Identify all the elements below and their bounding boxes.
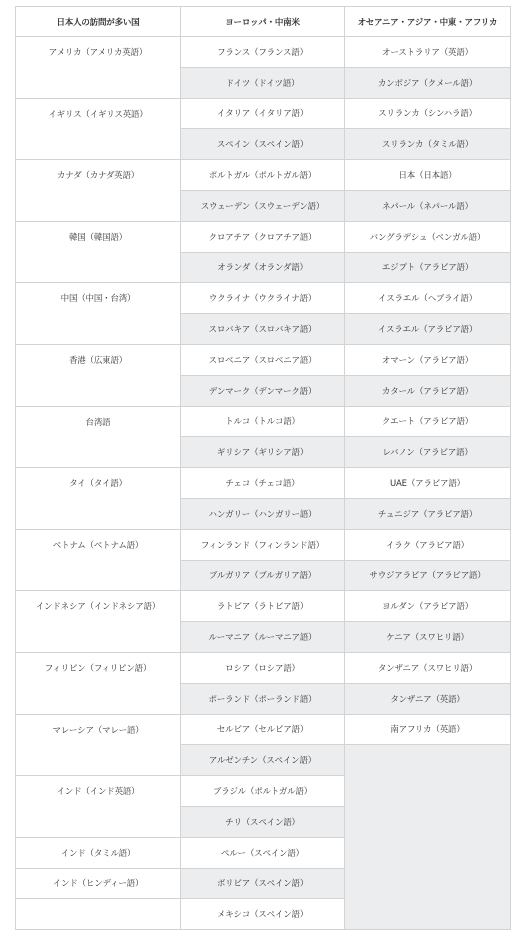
table-row xyxy=(16,98,511,129)
oceania-country-cell: チュニジア（アラビア語） xyxy=(345,498,511,529)
popular-country-cell: マレーシア（マレー語） xyxy=(16,714,181,776)
popular-country-cell: 香港（広東語） xyxy=(16,344,181,406)
table-row xyxy=(16,344,511,375)
table-row xyxy=(16,221,511,252)
oceania-country-cell: タンザニア（スワヒリ語） xyxy=(345,652,511,683)
popular-country-cell: タイ（タイ語） xyxy=(16,468,181,530)
oceania-country-cell: ネパール（ネパール語） xyxy=(345,190,511,221)
europe-country-cell: フランス（フランス語） xyxy=(181,37,345,68)
popular-country-cell: ベトナム（ベトナム語） xyxy=(16,529,181,591)
table-row xyxy=(16,160,511,191)
popular-country-cell: インド（タミル語） xyxy=(16,837,181,868)
europe-country-cell: ウクライナ（ウクライナ語） xyxy=(181,283,345,314)
europe-country-cell: ボリビア（スペイン語） xyxy=(181,868,345,899)
europe-country-cell: ロシア（ロシア語） xyxy=(181,652,345,683)
header-popular: 日本人の訪問が多い国 xyxy=(16,7,181,37)
oceania-country-cell: タンザニア（英語） xyxy=(345,683,511,714)
europe-country-cell: ドイツ（ドイツ語） xyxy=(181,67,345,98)
table-row xyxy=(16,652,511,683)
oceania-country-cell: カンボジア（クメール語） xyxy=(345,67,511,98)
europe-country-cell: イタリア（イタリア語） xyxy=(181,98,345,129)
popular-country-cell xyxy=(16,899,181,930)
europe-country-cell: フィンランド（フィンランド語） xyxy=(181,529,345,560)
europe-country-cell: ブルガリア（ブルガリア語） xyxy=(181,560,345,591)
oceania-country-cell: クエート（アラビア語） xyxy=(345,406,511,437)
europe-country-cell: メキシコ（スペイン語） xyxy=(181,899,345,930)
language-table xyxy=(15,6,511,930)
europe-country-cell: ラトビア（ラトビア語） xyxy=(181,591,345,622)
europe-country-cell: デンマーク（デンマーク語） xyxy=(181,375,345,406)
header-oceania: オセアニア・アジア・中東・アフリカ xyxy=(345,7,511,37)
header-europe: ヨーロッパ・中南米 xyxy=(181,7,345,37)
oceania-country-cell: オマーン（アラビア語） xyxy=(345,344,511,375)
oceania-country-cell: カタール（アラビア語） xyxy=(345,375,511,406)
europe-country-cell: トルコ（トルコ語） xyxy=(181,406,345,437)
oceania-country-cell: UAE（アラビア語） xyxy=(345,468,511,499)
table-row xyxy=(16,591,511,622)
europe-country-cell: スロベニア（スロベニア語） xyxy=(181,344,345,375)
oceania-country-cell: スリランカ（シンハラ語） xyxy=(345,98,511,129)
europe-country-cell: クロアチア（クロアチア語） xyxy=(181,221,345,252)
oceania-country-cell: ヨルダン（アラビア語） xyxy=(345,591,511,622)
popular-country-cell: アメリカ（アメリカ英語） xyxy=(16,37,181,99)
europe-country-cell: セルビア（セルビア語） xyxy=(181,714,345,745)
oceania-country-cell: バングラデシュ（ベンガル語） xyxy=(345,221,511,252)
oceania-country-cell: レバノン（アラビア語） xyxy=(345,437,511,468)
table-row xyxy=(16,283,511,314)
europe-country-cell: ポルトガル（ポルトガル語） xyxy=(181,160,345,191)
oceania-country-cell: 南アフリカ（英語） xyxy=(345,714,511,745)
europe-country-cell: ブラジル（ポルトガル語） xyxy=(181,776,345,807)
europe-country-cell: ペルー（スペイン語） xyxy=(181,837,345,868)
europe-country-cell: スロバキア（スロバキア語） xyxy=(181,314,345,345)
oceania-country-cell: イスラエル（アラビア語） xyxy=(345,314,511,345)
table-row xyxy=(16,37,511,68)
europe-country-cell: スペイン（スペイン語） xyxy=(181,129,345,160)
europe-country-cell: ルーマニア（ルーマニア語） xyxy=(181,622,345,653)
popular-country-cell: 中国（中国・台湾） xyxy=(16,283,181,345)
europe-country-cell: ハンガリー（ハンガリー語） xyxy=(181,498,345,529)
oceania-country-cell: ケニア（スワヒリ語） xyxy=(345,622,511,653)
popular-country-cell: イギリス（イギリス英語） xyxy=(16,98,181,160)
oceania-country-cell: オーストラリア（英語） xyxy=(345,37,511,68)
table-row xyxy=(16,529,511,560)
oceania-country-cell: エジプト（アラビア語） xyxy=(345,252,511,283)
empty-cell xyxy=(345,745,511,930)
europe-country-cell: チェコ（チェコ語） xyxy=(181,468,345,499)
popular-country-cell: インド（ヒンディー語） xyxy=(16,868,181,899)
europe-country-cell: アルゼンチン（スペイン語） xyxy=(181,745,345,776)
europe-country-cell: スウェーデン（スウェーデン語） xyxy=(181,190,345,221)
table-row xyxy=(16,714,511,745)
header-row xyxy=(16,7,511,37)
oceania-country-cell: イスラエル（ヘブライ語） xyxy=(345,283,511,314)
europe-country-cell: チリ（スペイン語） xyxy=(181,806,345,837)
popular-country-cell: フィリピン（フィリピン語） xyxy=(16,652,181,714)
europe-country-cell: ギリシア（ギリシア語） xyxy=(181,437,345,468)
table-row xyxy=(16,468,511,499)
popular-country-cell: インド（インド英語） xyxy=(16,776,181,838)
oceania-country-cell: 日本（日本語） xyxy=(345,160,511,191)
oceania-country-cell: イラク（アラビア語） xyxy=(345,529,511,560)
popular-country-cell: 韓国（韓国語） xyxy=(16,221,181,283)
popular-country-cell: 台湾語 xyxy=(16,406,181,468)
table-body xyxy=(16,37,511,930)
popular-country-cell: インドネシア（インドネシア語） xyxy=(16,591,181,653)
oceania-country-cell: スリランカ（タミル語） xyxy=(345,129,511,160)
europe-country-cell: オランダ（オランダ語） xyxy=(181,252,345,283)
table-row xyxy=(16,406,511,437)
oceania-country-cell: サウジアラビア（アラビア語） xyxy=(345,560,511,591)
popular-country-cell: カナダ（カナダ英語） xyxy=(16,160,181,222)
europe-country-cell: ポーランド（ポーランド語） xyxy=(181,683,345,714)
